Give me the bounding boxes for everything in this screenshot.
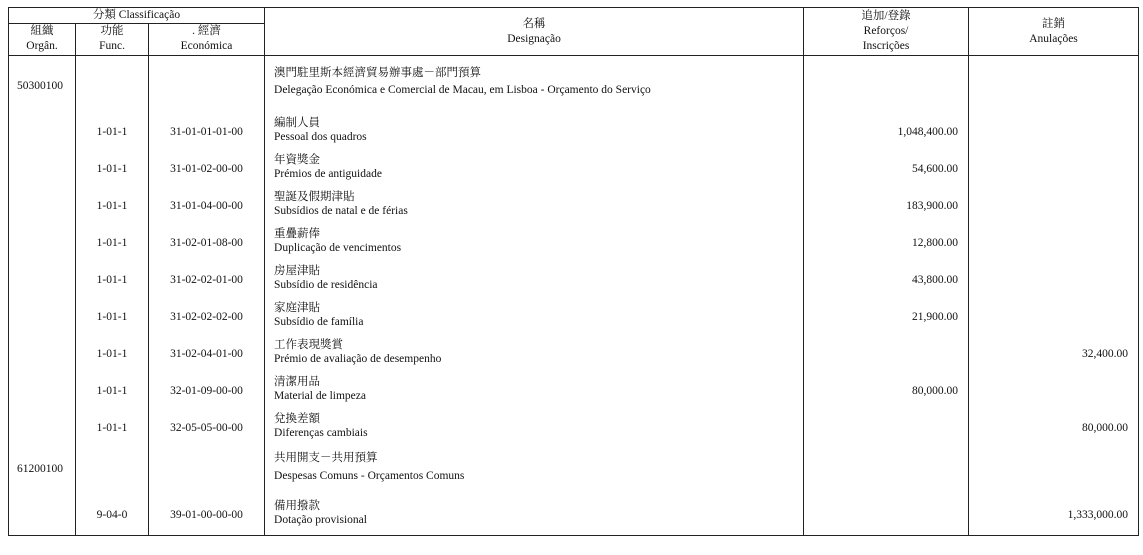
table-row	[9, 499, 1139, 535]
item-zh: 重疊薪俸	[274, 228, 321, 240]
econ-header-zh: . 經濟	[192, 25, 221, 37]
item-designation	[265, 227, 804, 264]
econ-code: 32-05-05-00-00	[149, 412, 265, 449]
anulacoes-header-zh: 註銷	[1042, 17, 1066, 30]
anulacoes-amount	[969, 190, 1139, 227]
anulacoes-amount	[969, 227, 1139, 264]
reforcos-amount: 21,900.00	[804, 301, 969, 338]
item-pt: Duplicação de vencimentos	[274, 242, 402, 254]
anulacoes-amount	[969, 301, 1139, 338]
reforcos-amount: 54,600.00	[804, 153, 969, 190]
section-organ-code: 50300100	[9, 66, 76, 106]
item-pt: Subsídio de residência	[274, 279, 378, 291]
reforcos-amount: 12,800.00	[804, 227, 969, 264]
item-designation	[265, 264, 804, 301]
organ-header-pt: Orgân.	[26, 40, 58, 52]
anulacoes-amount	[969, 116, 1139, 153]
reforcos-header-pt1: Reforços/	[863, 25, 909, 37]
econ-header-pt: Económica	[180, 40, 233, 52]
item-zh: 清潔用品	[274, 376, 321, 388]
reforcos-header-zh: 追加/登錄	[861, 10, 911, 22]
func-header	[76, 24, 149, 56]
designation-header-pt: Designação	[507, 32, 561, 45]
econ-code: 31-02-02-01-00	[149, 264, 265, 301]
anulacoes-header-pt: Anulações	[1029, 32, 1078, 45]
section-title-zh: 澳門駐里斯本經濟貿易辦事處－部門預算	[274, 67, 482, 79]
func-code: 9-04-0	[76, 499, 149, 535]
table-row	[9, 153, 1139, 190]
table-row	[9, 412, 1139, 449]
item-designation	[265, 375, 804, 412]
func-code: 1-01-1	[76, 301, 149, 338]
item-zh: 備用撥款	[274, 500, 321, 512]
item-designation	[265, 412, 804, 449]
section-title	[265, 449, 804, 489]
econ-code: 31-01-02-00-00	[149, 153, 265, 190]
item-zh: 年資獎金	[274, 154, 321, 166]
func-code: 1-01-1	[76, 375, 149, 412]
designation-header-zh: 名稱	[522, 17, 546, 30]
reforcos-header	[804, 8, 969, 56]
item-pt: Subsídios de natal e de férias	[274, 205, 408, 217]
item-designation	[265, 153, 804, 190]
item-designation	[265, 190, 804, 227]
item-pt: Material de limpeza	[274, 390, 366, 402]
table-row	[9, 338, 1139, 375]
func-header-pt: Func.	[99, 40, 125, 52]
item-zh: 工作表現獎賞	[274, 339, 344, 351]
anulacoes-amount	[969, 375, 1139, 412]
item-pt: Pessoal dos quadros	[274, 131, 367, 143]
econ-code: 31-01-01-01-00	[149, 116, 265, 153]
reforcos-amount	[804, 499, 969, 535]
designation-header	[265, 8, 804, 56]
func-code: 1-01-1	[76, 412, 149, 449]
item-zh: 家庭津貼	[274, 302, 321, 314]
econ-code: 39-01-00-00-00	[149, 499, 265, 535]
section-title-pt: Delegação Económica e Comercial de Macau, em Lisboa - Orçamento do Serviço	[274, 84, 651, 96]
func-code: 1-01-1	[76, 264, 149, 301]
anulacoes-amount	[969, 264, 1139, 301]
func-code: 1-01-1	[76, 227, 149, 264]
item-zh: 聖誕及假期津貼	[274, 191, 355, 203]
item-pt: Diferenças cambiais	[274, 427, 368, 439]
item-pt: Subsídio de família	[274, 316, 364, 328]
func-code: 1-01-1	[76, 153, 149, 190]
classification-header: 分類 Classificação	[9, 8, 265, 24]
anulacoes-header	[969, 8, 1139, 56]
reforcos-amount	[804, 412, 969, 449]
reforcos-amount: 1,048,400.00	[804, 116, 969, 153]
econ-code: 31-01-04-00-00	[149, 190, 265, 227]
item-designation	[265, 301, 804, 338]
item-pt: Prémio de avaliação de desempenho	[274, 353, 442, 365]
item-zh: 編制人員	[274, 117, 321, 129]
item-designation	[265, 499, 804, 535]
table-row	[9, 190, 1139, 227]
organ-header-zh: 組織	[30, 25, 54, 37]
item-zh: 兌換差額	[274, 413, 321, 425]
organ-header	[9, 24, 76, 56]
reforcos-amount: 43,800.00	[804, 264, 969, 301]
item-designation	[265, 116, 804, 153]
anulacoes-amount: 1,333,000.00	[969, 499, 1139, 535]
item-pt: Dotação provisional	[274, 514, 367, 526]
table-row	[9, 116, 1139, 153]
func-code: 1-01-1	[76, 338, 149, 375]
econ-code: 31-02-01-08-00	[149, 227, 265, 264]
table-row	[9, 301, 1139, 338]
econ-code: 32-01-09-00-00	[149, 375, 265, 412]
section-title-zh: 共用開支－共用預算	[274, 452, 378, 464]
anulacoes-amount: 80,000.00	[969, 412, 1139, 449]
section-organ-code: 61200100	[9, 449, 76, 489]
section-title-pt: Despesas Comuns - Orçamentos Comuns	[274, 470, 465, 482]
econ-code: 31-02-02-02-00	[149, 301, 265, 338]
table-row	[9, 264, 1139, 301]
item-designation	[265, 338, 804, 375]
reforcos-amount	[804, 338, 969, 375]
item-zh: 房屋津貼	[274, 265, 321, 277]
func-header-zh: 功能	[100, 25, 124, 37]
reforcos-amount: 80,000.00	[804, 375, 969, 412]
anulacoes-amount: 32,400.00	[969, 338, 1139, 375]
econ-code: 31-02-04-01-00	[149, 338, 265, 375]
func-code: 1-01-1	[76, 116, 149, 153]
section-title	[265, 66, 804, 106]
reforcos-amount: 183,900.00	[804, 190, 969, 227]
econ-header	[149, 24, 265, 56]
budget-table	[8, 7, 1139, 536]
reforcos-header-pt2: Inscrições	[862, 40, 910, 52]
func-code: 1-01-1	[76, 190, 149, 227]
item-pt: Prémios de antiguidade	[274, 168, 382, 180]
table-row	[9, 227, 1139, 264]
table-row	[9, 375, 1139, 412]
anulacoes-amount	[969, 153, 1139, 190]
